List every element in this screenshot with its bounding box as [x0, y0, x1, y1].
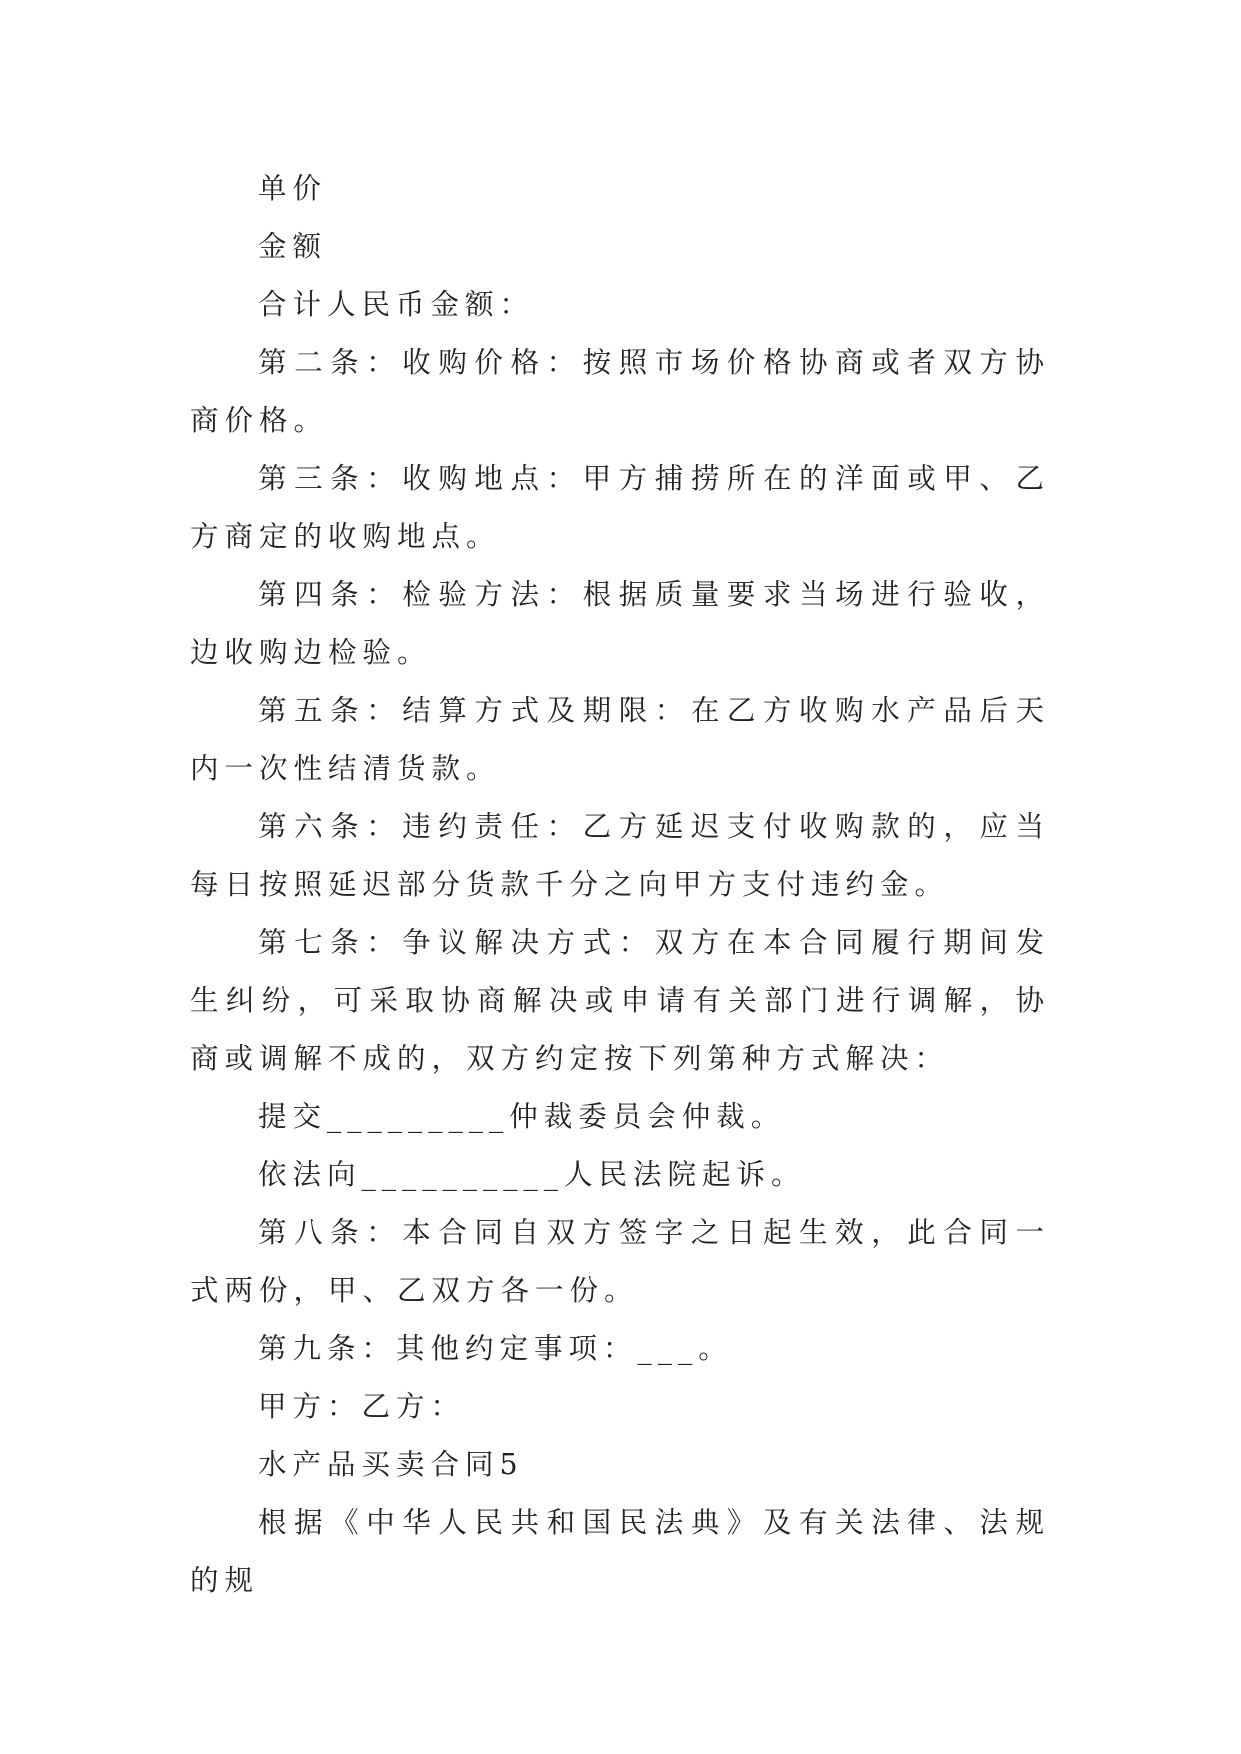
- clause-3-purchase-location: 第三条：收购地点：甲方捕捞所在的洋面或甲、乙方商定的收购地点。: [190, 462, 1050, 553]
- paragraph-amount: 金额: [258, 230, 328, 263]
- signature-parties: 甲方：乙方：: [258, 1390, 466, 1423]
- clause-2-purchase-price: 第二条：收购价格：按照市场价格协商或者双方协商价格。: [190, 346, 1050, 437]
- paragraph-total-rmb: 合计人民币金额：: [258, 288, 535, 321]
- clause-7-dispute-resolution: 第七条：争议解决方式：双方在本合同履行期间发生纠纷，可采取协商解决或申请有关部门进行调解，协商或调解不成的，双方约定按下列第种方式解决：: [190, 926, 1050, 1075]
- option-court: 依法向__________人民法院起诉。: [258, 1158, 806, 1191]
- clause-9-other-matters: 第九条：其他约定事项：___。: [258, 1332, 733, 1365]
- section-heading-contract-5: 水产品买卖合同5: [258, 1448, 524, 1481]
- option-arbitration: 提交_________仲裁委员会仲裁。: [258, 1100, 786, 1133]
- document-body: [190, 160, 1050, 1610]
- clause-6-liability: 第六条：违约责任：乙方延迟支付收购款的，应当每日按照延迟部分货款千分之向甲方支付违约金。: [190, 810, 1050, 901]
- paragraph-legal-basis: 根据《中华人民共和国民法典》及有关法律、法规的规: [190, 1506, 1050, 1597]
- clause-4-inspection-method: 第四条：检验方法：根据质量要求当场进行验收，边收购边检验。: [190, 578, 1050, 669]
- clause-5-settlement: 第五条：结算方式及期限：在乙方收购水产品后天内一次性结清货款。: [190, 694, 1050, 785]
- clause-8-effectiveness: 第八条：本合同自双方签字之日起生效，此合同一式两份，甲、乙双方各一份。: [190, 1216, 1050, 1307]
- paragraph-unit-price: 单价: [258, 172, 328, 205]
